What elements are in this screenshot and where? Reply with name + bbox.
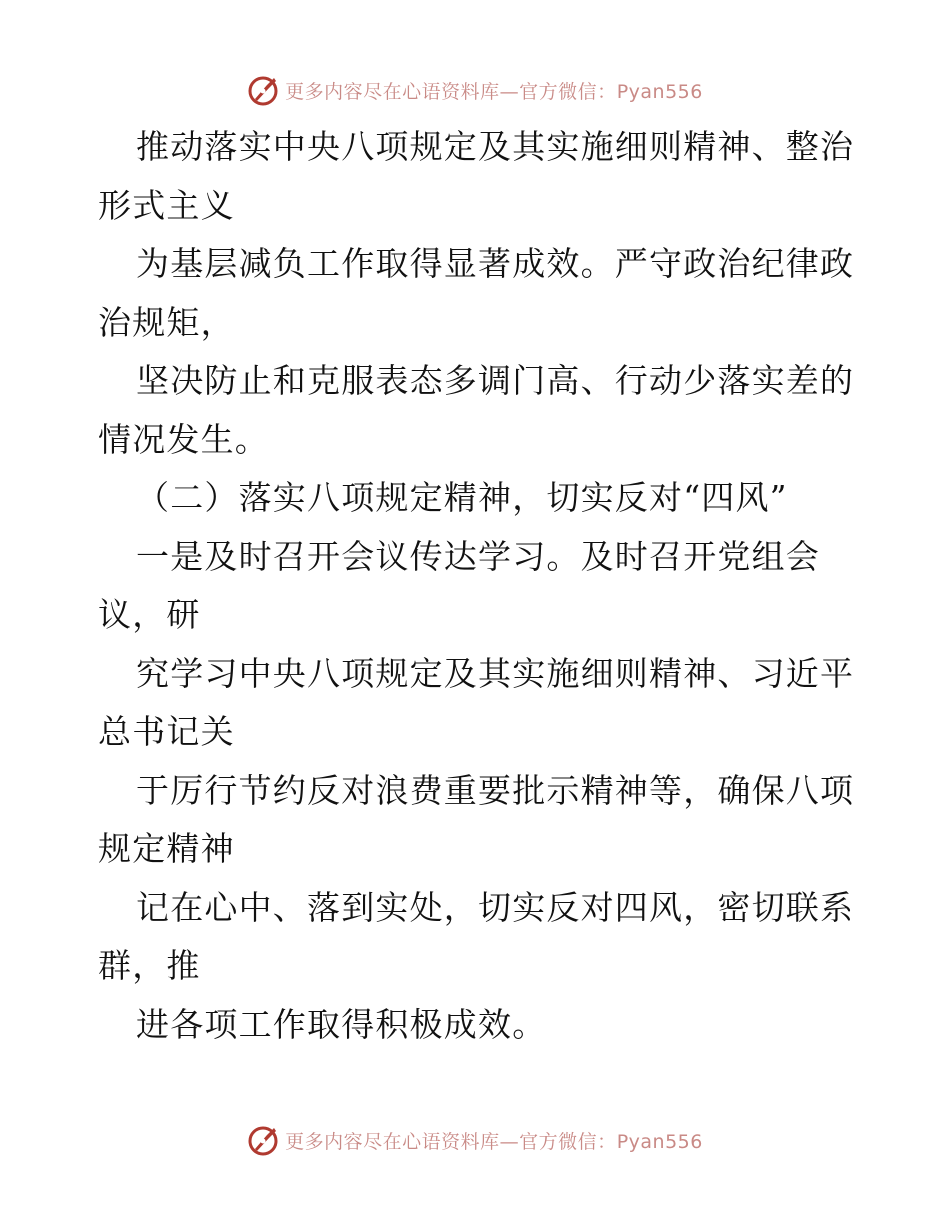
header-dash: — — [499, 80, 520, 103]
text-line: （二）落实八项规定精神，切实反对“四风” — [136, 478, 788, 517]
text-line: 推动落实中央八项规定及其实施细则精神、整治 — [136, 127, 855, 166]
text-line: 形式主义 — [98, 185, 235, 225]
pen-nib-logo-icon — [247, 73, 281, 107]
text-line: 一是及时召开会议传达学习。及时召开党组会 — [136, 536, 820, 576]
document-body — [98, 118, 858, 1054]
header-brand-text — [285, 77, 703, 104]
text-line: 究学习中央八项规定及其实施细则精神、习近平 — [136, 653, 855, 693]
text-line: 规定精神 — [98, 829, 235, 868]
footer-brand-text — [285, 1127, 703, 1154]
text-line: 情况发生。 — [98, 419, 269, 459]
footer-wechat-label: 官方微信： — [519, 1130, 617, 1153]
text-line: 总书记关 — [98, 712, 235, 751]
text-line: 群，推 — [98, 946, 201, 985]
footer-wechat-id: Pyan556 — [616, 1130, 703, 1153]
text-line: 治规矩， — [98, 302, 235, 342]
text-line: 议，研 — [98, 595, 201, 634]
text-line: 于厉行节约反对浪费重要批示精神等，确保八项 — [136, 770, 855, 810]
text-line: 进各项工作取得积极成效。 — [136, 1004, 547, 1044]
footer-brand-name: 更多内容尽在心语资料库 — [285, 1130, 500, 1153]
text-line: 记在心中、落到实处，切实反对四风，密切联系 — [136, 887, 855, 927]
header-brand-name: 更多内容尽在心语资料库 — [285, 80, 500, 103]
text-line: 坚决防止和克服表态多调门高、行动少落实差的 — [136, 361, 855, 400]
header-watermark — [0, 70, 950, 110]
header-wechat-label: 官方微信： — [519, 80, 617, 103]
text-line: 为基层减负工作取得显著成效。严守政治纪律政 — [136, 244, 855, 283]
pen-nib-logo-icon — [247, 1123, 281, 1157]
footer-dash: — — [499, 1130, 520, 1153]
footer-watermark — [0, 1120, 950, 1160]
header-wechat-id: Pyan556 — [616, 80, 703, 103]
